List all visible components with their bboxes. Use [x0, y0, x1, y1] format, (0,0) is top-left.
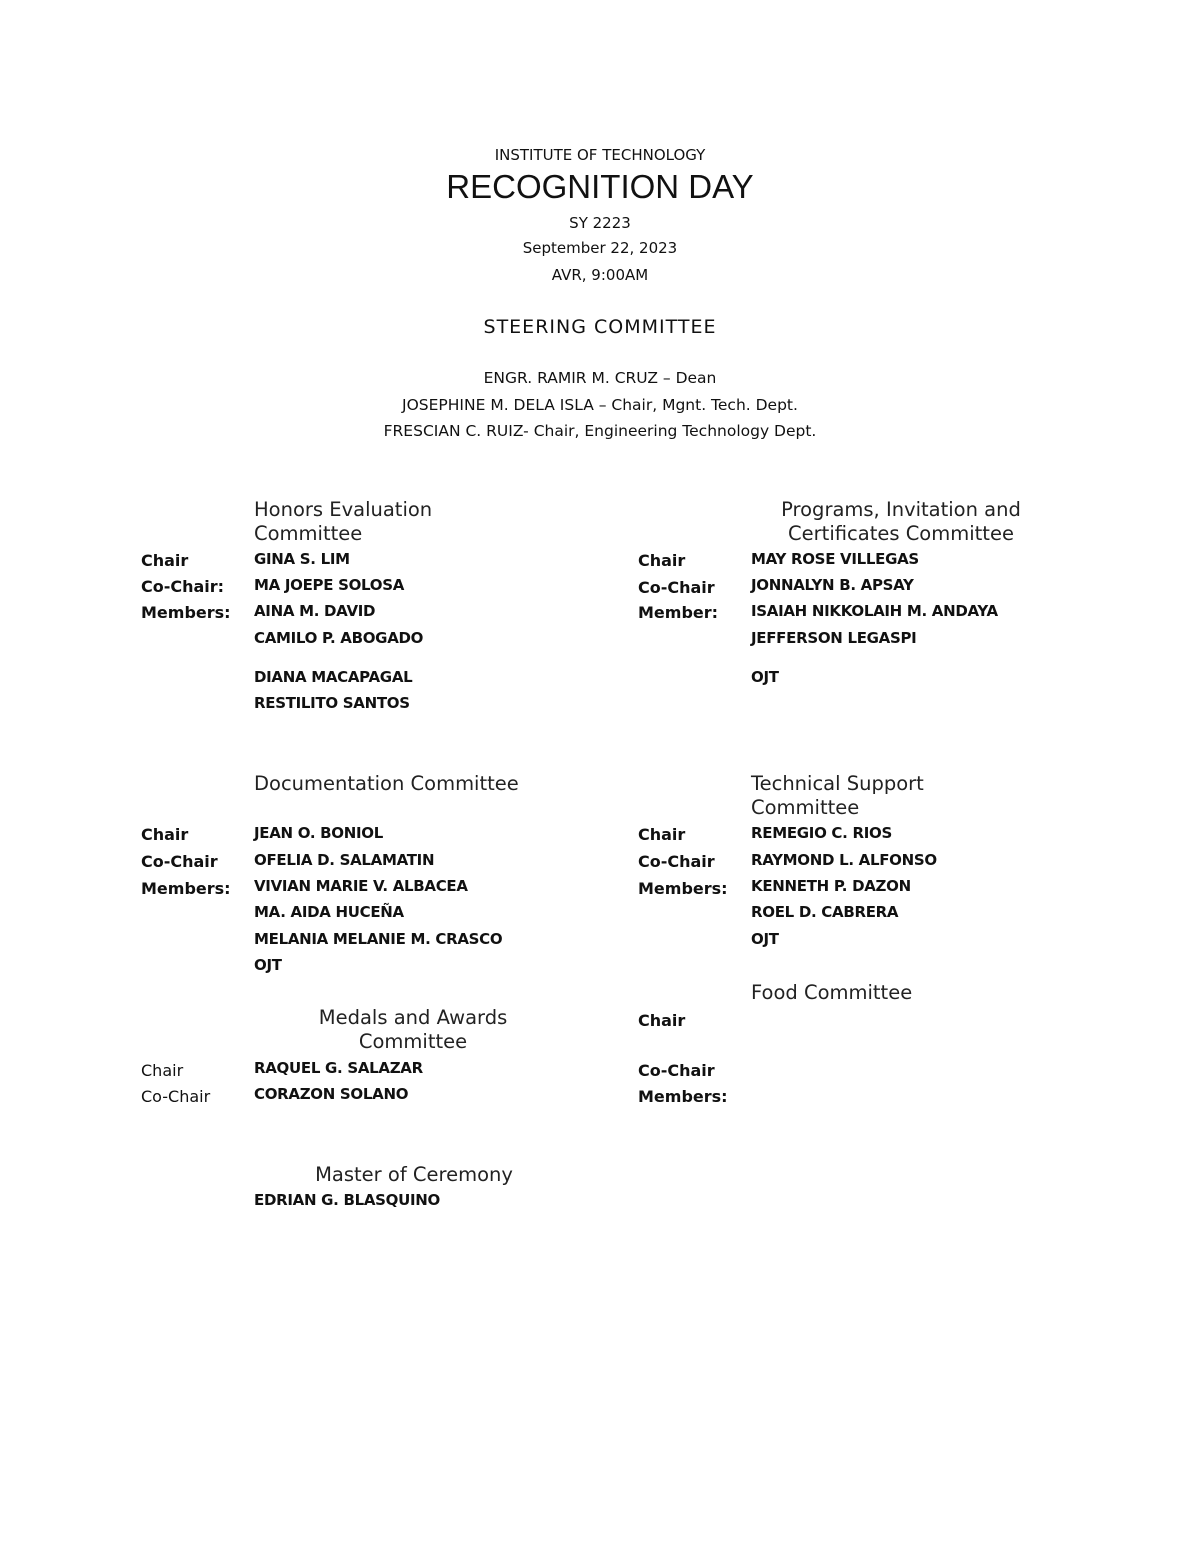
technical-cochair-name: RAYMOND L. ALFONSO	[751, 851, 937, 869]
medals-cochair-label: Co-Chair	[141, 1087, 211, 1106]
steering-member: FRESCIAN C. RUIZ- Chair, Engineering Technology Dept.	[383, 422, 817, 440]
honors-chair-name: GINA S. LIM	[254, 550, 350, 568]
event-date: September 22, 2023	[522, 239, 678, 257]
steering-member: ENGR. RAMIR M. CRUZ – Dean	[483, 369, 717, 387]
steering-committee-title: STEERING COMMITTEE	[483, 316, 717, 338]
documentation-member: OJT	[254, 956, 282, 974]
programs-member: OJT	[751, 668, 779, 686]
honors-members-label: Members:	[141, 603, 231, 622]
programs-committee-title: Programs, Invitation and Certificates Committee	[781, 498, 1021, 545]
honors-cochair-name: MA JOEPE SOLOSA	[254, 576, 405, 594]
honors-committee-title: Honors Evaluation Committee	[254, 498, 433, 545]
ceremony-host-name: EDRIAN G. BLASQUINO	[254, 1191, 440, 1209]
honors-member: RESTILITO SANTOS	[254, 694, 410, 712]
ceremony-title: Master of Ceremony	[315, 1163, 513, 1186]
technical-members-label: Members:	[638, 879, 728, 898]
steering-member: JOSEPHINE M. DELA ISLA – Chair, Mgnt. Tech. Dept.	[402, 396, 798, 414]
documentation-chair-name: JEAN O. BONIOL	[254, 824, 383, 842]
food-committee-title: Food Committee	[751, 981, 913, 1004]
school-year: SY 2223	[569, 214, 631, 232]
documentation-members-label: Members:	[141, 879, 231, 898]
honors-chair-label: Chair	[141, 551, 189, 570]
documentation-member: VIVIAN MARIE V. ALBACEA	[254, 877, 468, 895]
programs-cochair-label: Co-Chair	[638, 578, 715, 597]
documentation-cochair-name: OFELIA D. SALAMATIN	[254, 851, 435, 869]
honors-cochair-label: Co-Chair:	[141, 577, 225, 596]
event-venue-time: AVR, 9:00AM	[551, 266, 649, 284]
honors-member: DIANA MACAPAGAL	[254, 668, 413, 686]
food-members-label: Members:	[638, 1087, 728, 1106]
documentation-committee-title: Documentation Committee	[254, 772, 519, 795]
event-title: RECOGNITION DAY	[446, 168, 754, 205]
food-chair-label: Chair	[638, 1011, 686, 1030]
documentation-chair-label: Chair	[141, 825, 189, 844]
medals-chair-label: Chair	[141, 1061, 184, 1080]
technical-member: ROEL D. CABRERA	[751, 903, 899, 921]
medals-chair-name: RAQUEL G. SALAZAR	[254, 1059, 423, 1077]
medals-cochair-name: CORAZON SOLANO	[254, 1085, 409, 1103]
medals-committee-title: Medals and Awards Committee	[318, 1006, 508, 1053]
documentation-cochair-label: Co-Chair	[141, 852, 218, 871]
honors-member: CAMILO P. ABOGADO	[254, 629, 424, 647]
food-cochair-label: Co-Chair	[638, 1061, 715, 1080]
programs-chair-name: MAY ROSE VILLEGAS	[751, 550, 919, 568]
technical-cochair-label: Co-Chair	[638, 852, 715, 871]
technical-chair-label: Chair	[638, 825, 686, 844]
honors-member: AINA M. DAVID	[254, 602, 376, 620]
documentation-member: MELANIA MELANIE M. CRASCO	[254, 930, 503, 948]
technical-chair-name: REMEGIO C. RIOS	[751, 824, 892, 842]
programs-members-label: Member:	[638, 603, 719, 622]
programs-member: JEFFERSON LEGASPI	[751, 629, 917, 647]
programs-chair-label: Chair	[638, 551, 686, 570]
technical-member: OJT	[751, 930, 779, 948]
programs-cochair-name: JONNALYN B. APSAY	[751, 576, 914, 594]
programs-member: ISAIAH NIKKOLAIH M. ANDAYA	[751, 602, 998, 620]
technical-committee-title: Technical Support Committee	[751, 772, 924, 819]
institute-name: INSTITUTE OF TECHNOLOGY	[494, 146, 706, 164]
documentation-member: MA. AIDA HUCEÑA	[254, 903, 404, 921]
technical-member: KENNETH P. DAZON	[751, 877, 911, 895]
